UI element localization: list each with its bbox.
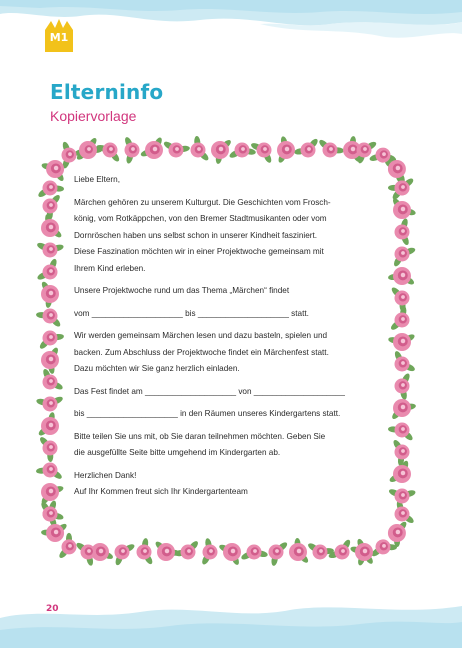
rose-blossom [395,423,410,438]
rose-blossom [41,483,59,501]
letter-greeting: Liebe Eltern, [74,175,120,184]
rose-blossom [395,181,410,196]
rose-blossom [41,351,59,369]
rose-blossom [393,201,411,219]
rose-blossom [43,463,58,478]
rose-blossom [115,545,130,560]
rose-blossom [181,545,196,560]
rose-blossom [388,524,406,542]
rose-blossom [393,465,411,483]
rose-blossom [191,143,206,158]
letter-fest-line-1: Das Fest findet am ____________________ von ____________________ [74,386,345,396]
page-subtitle: Kopiervorlage [50,108,137,124]
rose-blossom [393,399,411,417]
rose-blossom [235,143,250,158]
rose-blossom [323,143,338,158]
letter-request: Bitte teilen Sie uns mit, ob Sie daran teilnehmen möchten. Geben Sie die ausgefüllte Seite bitte umgehend im Kindergarten ab. [74,431,326,457]
rose-blossom [157,543,175,561]
rose-blossom [395,357,410,372]
letter-date-line: vom ____________________ bis ____________________ statt. [74,308,309,318]
rose-blossom [43,181,58,196]
rose-blossom [388,160,406,178]
rose-blossom [395,507,410,522]
letter-closing: Auf Ihr Kommen freut sich Ihr Kindergartenteam [74,487,248,496]
letter-activities: Wir werden gemeinsam Märchen lesen und dazu basteln, spielen und backen. Zum Abschluss der Projektwoche findet ein Märchenfest statt. Dazu möchten wir Sie ganz herzlich einladen. [74,331,329,373]
rose-blossom [46,160,64,178]
rose-blossom [277,141,295,159]
rose-blossom [41,417,59,435]
rose-blossom [393,267,411,285]
rose-blossom [313,545,328,560]
rose-blossom [145,141,163,159]
rose-blossom [43,441,58,456]
rose-blossom [169,143,184,158]
rose-blossom [247,545,262,560]
rose-blossom [43,243,58,258]
rose-blossom [395,489,410,504]
rose-blossom [81,545,96,560]
rose-blossom [393,333,411,351]
rose-blossom [395,313,410,328]
rose-blossom [395,291,410,306]
rose-blossom [81,143,96,158]
letter-project-line: Unsere Projektwoche rund um das Thema „Märchen“ findet [74,286,290,295]
rose-blossom [335,545,350,560]
rose-blossom [137,545,152,560]
rose-blossom [395,247,410,262]
rose-blossom [395,379,410,394]
rose-blossom [43,375,58,390]
rose-blossom [41,219,59,237]
rose-blossom [289,543,307,561]
rose-blossom [43,309,58,324]
watercolor-footer-wash [0,590,462,648]
rose-blossom [223,543,241,561]
rose-blossom [395,445,410,460]
rose-blossom [125,143,140,158]
parent-letter [74,172,372,507]
rose-blossom [62,148,77,163]
rose-blossom [376,148,391,163]
rose-blossom [43,331,58,346]
rose-blossom [395,225,410,240]
rose-blossom [355,543,373,561]
letter-fest-line-2: bis ____________________ in den Räumen unseres Kindergartens statt. [74,409,341,418]
rose-blossom [357,143,372,158]
rose-blossom [203,545,218,560]
page-title: Elterninfo [50,80,164,104]
rose-blossom [41,285,59,303]
rose-blossom [376,539,391,554]
rose-blossom [43,397,58,412]
page-number: 20 [46,604,59,614]
letter-thanks: Herzlichen Dank! [74,470,137,480]
rose-blossom [103,143,118,158]
module-badge-label: M1 [49,31,69,44]
rose-blossom [43,265,58,280]
rose-blossom [269,545,284,560]
rose-blossom [43,199,58,214]
rose-blossom [62,539,77,554]
rose-blossom [301,143,316,158]
rose-blossom [211,141,229,159]
rose-blossom [43,507,58,522]
rose-blossom [257,143,272,158]
letter-intro: Märchen gehören zu unserem Kulturgut. Die Geschichten vom Frosch- könig, vom Rotkäppchen, von den Bremer Stadtmusikanten oder vom Dornröschen haben uns selbst schon in unserer Kindheit fasziniert. Diese Faszination möchten wir in einer Projektwoche gemeinsam mit Ihrem Kind erleben. [74,197,331,273]
rose-blossom [46,524,64,542]
